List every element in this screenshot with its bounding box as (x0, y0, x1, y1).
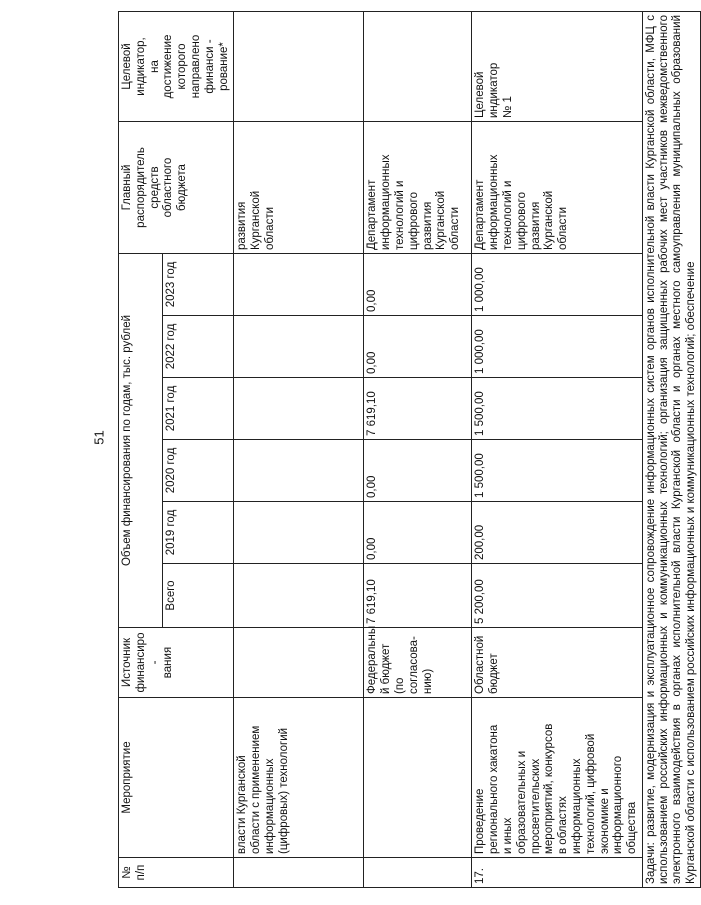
cell-distributor: развития Курганской области (234, 122, 364, 254)
cell-indicator (364, 12, 472, 122)
header-2019: 2019 год (162, 502, 234, 564)
task-text: Задачи: развитие, модернизация и эксплуатационное сопровождение информационных систем органов исполнительной власти Курганской области, МФЦ с использованием российских информационных и коммуникационных технологий; организация защищенных рабочих мест участников межведомственного электронного взаимодействия в органах исполнительной власти Курганской области и органах местного самоуправления муниципальных образований Курганской области с использованием российских информационных и коммуникационных технологий; обеспечение (642, 12, 700, 888)
cell-event: власти Курганской области с применением информационных (цифровых) технологий (234, 698, 364, 858)
financing-table (118, 11, 701, 888)
cell-2021 (234, 378, 364, 440)
cell-num (234, 858, 364, 888)
table-row (364, 12, 472, 888)
cell-source (234, 628, 364, 698)
cell-2020: 0,00 (364, 440, 472, 502)
cell-2022: 1 000,00 (472, 316, 643, 378)
cell-source: Федеральны й бюджет (по согласова- нию) (364, 628, 472, 698)
cell-total: 5 200,00 (472, 564, 643, 628)
cell-num: 17. (472, 858, 643, 888)
cell-2020 (234, 440, 364, 502)
cell-event (364, 698, 472, 858)
header-event: Мероприятие (119, 698, 234, 858)
cell-2023 (234, 254, 364, 316)
cell-2023: 0,00 (364, 254, 472, 316)
header-total: Всего (162, 564, 234, 628)
header-2023: 2023 год (162, 254, 234, 316)
cell-indicator (234, 12, 364, 122)
header-2021: 2021 год (162, 378, 234, 440)
cell-distributor: Департамент информационных технологий и цифрового развития Курганской области (472, 122, 643, 254)
cell-2020: 1 500,00 (472, 440, 643, 502)
cell-2019 (234, 502, 364, 564)
cell-2022: 0,00 (364, 316, 472, 378)
rotated-page-content (118, 12, 697, 888)
cell-distributor: Департамент информационных технологий и цифрового развития Курганской области (364, 122, 472, 254)
table-row (234, 12, 364, 888)
page-number: 51 (91, 430, 107, 445)
cell-source: Областной бюджет (472, 628, 643, 698)
header-source: Источник финансиро - вания (119, 628, 234, 698)
cell-num (364, 858, 472, 888)
cell-2021: 7 619,10 (364, 378, 472, 440)
header-num: № п/п (119, 858, 234, 888)
header-2022: 2022 год (162, 316, 234, 378)
cell-total (234, 564, 364, 628)
cell-event: Проведение регионального хакатона и иных образовательных и просветительских мероприятий, конкурсов в областях информационных технологий, цифровой экономике и информационного общества (472, 698, 643, 858)
table-row (472, 12, 643, 888)
cell-2021: 1 500,00 (472, 378, 643, 440)
header-volume: Объем финансирования по годам, тыс. рублей (119, 254, 163, 628)
header-2020: 2020 год (162, 440, 234, 502)
cell-2022 (234, 316, 364, 378)
cell-2019: 200,00 (472, 502, 643, 564)
cell-2023: 1 000,00 (472, 254, 643, 316)
header-distributor: Главный распорядитель средств областного бюджета (119, 122, 234, 254)
cell-indicator: Целевой индикатор № 1 (472, 12, 643, 122)
cell-2019: 0,00 (364, 502, 472, 564)
header-indicator: Целевой индикатор, на достижение которого направлено финанси - рование* (119, 12, 234, 122)
cell-total: 7 619,10 (364, 564, 472, 628)
task-row (642, 12, 700, 888)
